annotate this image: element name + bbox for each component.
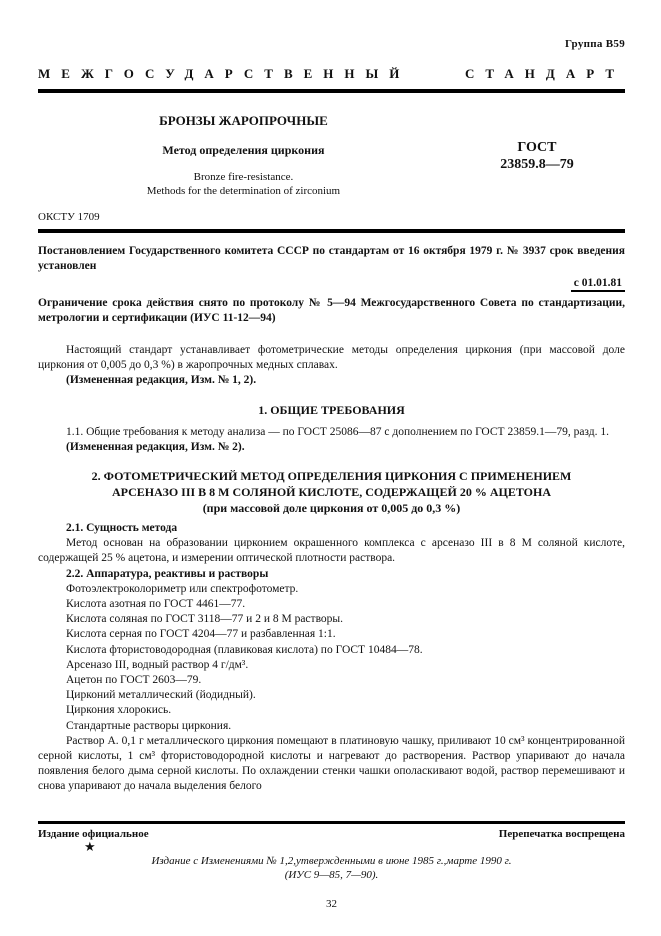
group-label: Группа В59 <box>564 38 625 50</box>
title-block <box>38 113 625 198</box>
list-item: Цирконий металлический (йодидный). <box>66 689 256 702</box>
gost-designation <box>449 113 625 198</box>
effective-date-value: с 01.01.81 <box>571 277 625 292</box>
footer-row <box>38 828 625 840</box>
list-item: Кислота фтористоводородная (плавиковая кислота) по ГОСТ 10484—78. <box>66 643 423 656</box>
page-number: 32 <box>326 898 337 910</box>
list-item: Кислота серная по ГОСТ 4204—77 и разбавленная 1:1. <box>66 628 336 641</box>
section2-1-paragraph: Метод основан на образовании цирконием окрашенного комплекса с арсеназо III в 8 М соляной кислоте, содержащей 25 % ацетона, и измерении оптической плотности раствора. <box>38 537 625 565</box>
section2-heading-line1: 2. ФОТОМЕТРИЧЕСКИЙ МЕТОД ОПРЕДЕЛЕНИЯ ЦИРКОНИЯ С ПРИМЕНЕНИЕМ <box>91 469 572 484</box>
edition-note-line1: Издание с Изменениями № 1,2,утвержденными в июне 1985 г.,марте 1990 г. <box>151 855 512 867</box>
list-item: Стандартные растворы циркония. <box>66 719 232 732</box>
section2-heading <box>38 468 625 516</box>
gost-number: 23859.8—79 <box>500 157 574 172</box>
star-icon: ★ <box>84 839 96 854</box>
standard-type-word-2: СТАНДАРТ <box>464 66 625 81</box>
enactment-decree: Постановлением Государственного комитета СССР по стандартам от 16 октября 1979 г. № 3937 срок введения установлен <box>38 245 625 272</box>
footer-divider <box>38 821 625 825</box>
section2-heading-line2: АРСЕНАЗО III В 8 М СОЛЯНОЙ КИСЛОТЕ, СОДЕРЖАЩЕЙ 20 % АЦЕТОНА <box>111 485 552 500</box>
section2-heading-line3: (при массовой доле циркония от 0,005 до 0,3 %) <box>202 501 461 516</box>
title-left-column <box>38 113 449 198</box>
title-divider <box>38 229 625 233</box>
section2-1-heading: 2.1. Сущность метода <box>66 522 178 535</box>
header-divider <box>38 89 625 93</box>
effective-date <box>38 277 625 289</box>
document-title-en-line1: Bronze fire-resistance. <box>193 171 294 183</box>
list-item: Арсеназо III, водный раствор 4 г/дм³. <box>66 658 249 671</box>
list-item: Кислота соляная по ГОСТ 3118—77 и 2 и 8 М растворы. <box>66 613 344 626</box>
list-item: Ацетон по ГОСТ 2603—79. <box>66 674 202 687</box>
edition-note-line2: (ИУС 9—85, 7—90). <box>284 868 379 881</box>
list-item: Циркония хлорокись. <box>66 704 172 717</box>
document-title-en-line2: Methods for the determination of zirconium <box>146 184 341 197</box>
list-item: Кислота азотная по ГОСТ 4461—77. <box>66 598 246 611</box>
official-edition-label: Издание официальное <box>38 828 149 840</box>
list-item: Фотоэлектроколориметр или спектрофотометр. <box>66 582 299 595</box>
section2-2-heading: 2.2. Аппаратура, реактивы и растворы <box>66 567 269 580</box>
solution-a-paragraph: Раствор А. 0,1 г металлического циркония помещают в платиновую чашку, приливают 10 см³ концентрированной серной кислоты, 1 см³ фтористоводородной кислоты и нагревают до растворения. Раствор упаривают до начала появления белого дыма серной кислоты. По охлаждении стенки чашки ополаскивают водой, раствор перемешивают и снова упаривают до начала выделения белого <box>38 734 625 793</box>
amendment-note-2: (Измененная редакция, Изм. № 2). <box>66 440 245 453</box>
amendment-note-1: (Измененная редакция, Изм. № 1, 2). <box>66 374 257 387</box>
standard-type-word-1: МЕЖГОСУДАРСТВЕННЫЙ <box>38 66 411 81</box>
section1-heading: 1. ОБЩИЕ ТРЕБОВАНИЯ <box>258 402 405 417</box>
document-title-ru: БРОНЗЫ ЖАРОПРОЧНЫЕ <box>159 113 328 128</box>
edition-note <box>38 855 625 882</box>
page-footer <box>38 821 625 936</box>
section1-paragraph: 1.1. Общие требования к методу анализа — по ГОСТ 25086—87 с дополнением по ГОСТ 23859.1—79, разд. 1. <box>66 425 609 438</box>
scope-paragraph: Настоящий стандарт устанавливает фотометрические методы определения циркония (при массовой доле циркония от 0,005 до 0,3 %) в жаропрочных медных сплавах. <box>38 344 625 372</box>
document-subtitle-ru: Метод определения циркония <box>162 143 325 157</box>
standard-type-title <box>38 66 625 82</box>
reprint-prohibited-label: Перепечатка воспрещена <box>498 828 625 840</box>
reagent-list <box>38 582 625 734</box>
okstu-code: ОКСТУ 1709 <box>38 211 100 223</box>
enactment-limitation: Ограничение срока действия снято по протоколу № 5—94 Межгосударственного Совета по стандартизации, метрологии и сертификации (ИУС 11-12—94) <box>38 297 625 324</box>
gost-label: ГОСТ <box>517 140 557 155</box>
